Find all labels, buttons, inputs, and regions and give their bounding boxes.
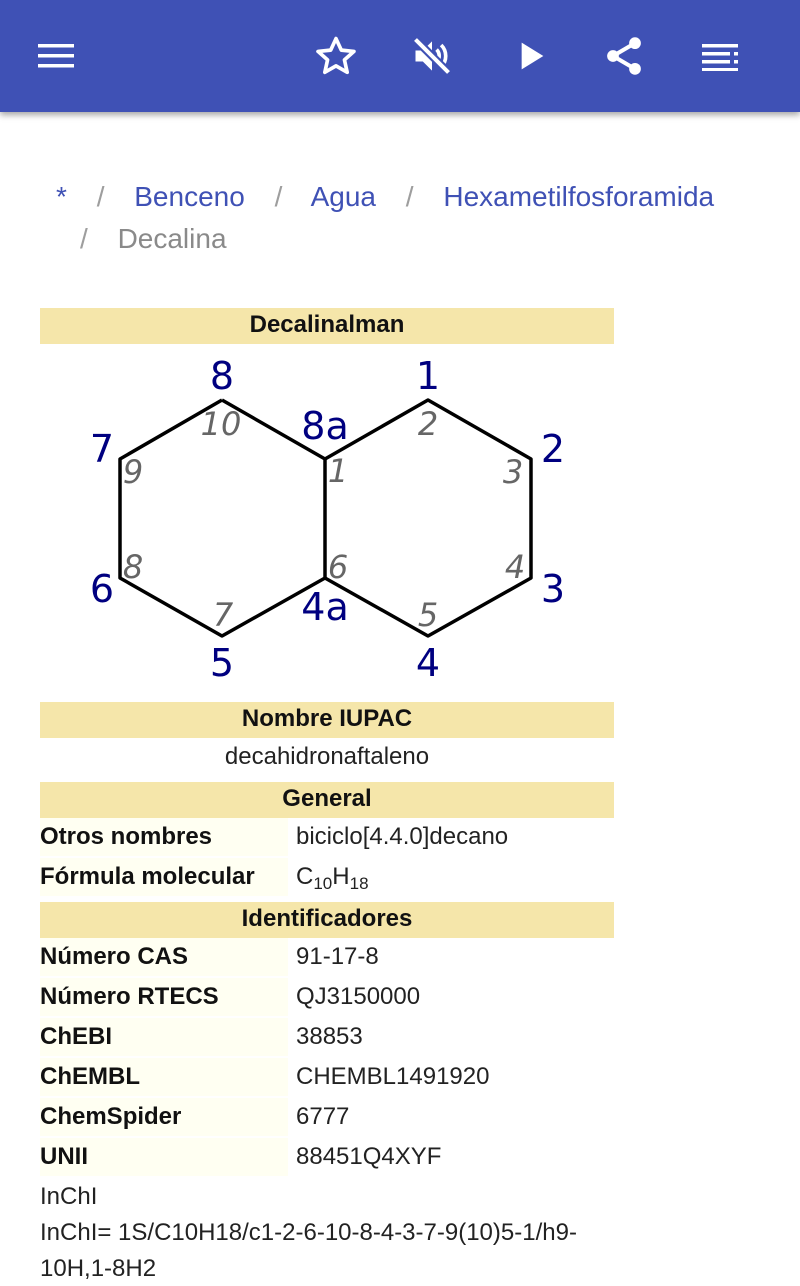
formula-carbon-count: 10 xyxy=(313,874,333,893)
atom-number: 8 xyxy=(209,354,235,398)
chembl-value[interactable]: CHEMBL1491920 xyxy=(296,1063,490,1090)
formula-value xyxy=(296,858,369,903)
locant-number: 7 xyxy=(212,596,234,634)
other-names-value: biciclo[4.4.0]decano xyxy=(296,823,509,850)
breadcrumb-item-benceno[interactable]: Benceno xyxy=(134,181,245,212)
chembl-label: ChEMBL xyxy=(40,1058,288,1096)
rtecs-label: Número RTECS xyxy=(40,978,288,1016)
iupac-name: decahidronaftaleno xyxy=(224,743,430,770)
identifiers-header: Identificadores xyxy=(40,902,614,938)
iupac-header: Nombre IUPAC xyxy=(40,702,614,738)
decalin-structure-diagram xyxy=(40,346,614,696)
cas-label: Número CAS xyxy=(40,938,288,976)
menu-button[interactable] xyxy=(28,28,84,84)
locant-number: 6 xyxy=(327,548,349,586)
locant-number: 8 xyxy=(122,548,144,586)
play-icon xyxy=(510,36,550,76)
cas-value[interactable]: 91-17-8 xyxy=(296,943,379,970)
atom-number: 7 xyxy=(89,427,115,471)
contents-button[interactable] xyxy=(692,28,748,84)
atom-number: 5 xyxy=(209,641,235,685)
rtecs-value[interactable]: QJ3150000 xyxy=(296,983,421,1010)
playlist-icon xyxy=(700,41,740,71)
locant-number: 1 xyxy=(327,452,349,490)
chemspider-label: ChemSpider xyxy=(40,1098,288,1136)
atom-number: 3 xyxy=(540,567,566,611)
play-button[interactable] xyxy=(502,28,558,84)
inchi-label: InChI xyxy=(40,1183,98,1210)
breadcrumb-separator: / xyxy=(96,181,105,212)
share-button[interactable] xyxy=(596,28,652,84)
breadcrumb-item-agua[interactable]: Agua xyxy=(310,181,376,212)
formula-hydrogen-count: 18 xyxy=(349,874,369,893)
chebi-value[interactable]: 38853 xyxy=(296,1023,363,1050)
breadcrumb-separator: / xyxy=(405,181,414,212)
locant-number: 3 xyxy=(502,453,524,491)
atom-number: 2 xyxy=(540,427,566,471)
atom-number: 8a xyxy=(301,404,349,448)
app-bar xyxy=(0,0,800,112)
locant-number: 9 xyxy=(122,453,144,491)
star-outline-icon xyxy=(314,34,358,78)
breadcrumb-home[interactable]: * xyxy=(56,181,67,212)
atom-number: 4 xyxy=(415,641,441,685)
breadcrumb-separator: / xyxy=(274,181,283,212)
other-names-label: Otros nombres xyxy=(40,818,288,856)
locant-number: 2 xyxy=(417,405,439,443)
inchi-value-line1: InChI= 1S/C10H18/c1-2-6-10-8-4-3-7-9(10)5-1/h9- xyxy=(40,1219,577,1246)
formula-hydrogen: H xyxy=(332,863,350,890)
atom-number: 1 xyxy=(415,354,441,398)
hamburger-menu-icon xyxy=(36,41,76,71)
locant-number: 10 xyxy=(200,405,242,443)
inchi-value-line2: 10H,1-8H2 xyxy=(40,1255,157,1282)
chemspider-value[interactable]: 6777 xyxy=(296,1103,350,1130)
atom-number: 4a xyxy=(301,585,349,629)
unii-label: UNII xyxy=(40,1138,288,1176)
image-title-header: Decalinalman xyxy=(40,308,614,344)
favorite-button[interactable] xyxy=(308,28,364,84)
general-header: General xyxy=(40,782,614,818)
breadcrumb xyxy=(40,176,760,260)
share-icon xyxy=(602,34,646,78)
mute-button[interactable] xyxy=(404,28,460,84)
volume-off-icon xyxy=(410,34,454,78)
formula-carbon: C xyxy=(296,863,314,890)
chebi-label: ChEBI xyxy=(40,1018,288,1056)
breadcrumb-item-hexametilfosforamida[interactable]: Hexametilfosforamida xyxy=(443,181,715,212)
unii-value[interactable]: 88451Q4XYF xyxy=(296,1143,442,1170)
breadcrumb-separator: / xyxy=(80,223,88,254)
locant-number: 4 xyxy=(504,548,526,586)
breadcrumb-current: Decalina xyxy=(117,223,227,254)
locant-number: 5 xyxy=(417,596,439,634)
formula-label: Fórmula molecular xyxy=(40,858,288,896)
atom-number: 6 xyxy=(89,567,115,611)
